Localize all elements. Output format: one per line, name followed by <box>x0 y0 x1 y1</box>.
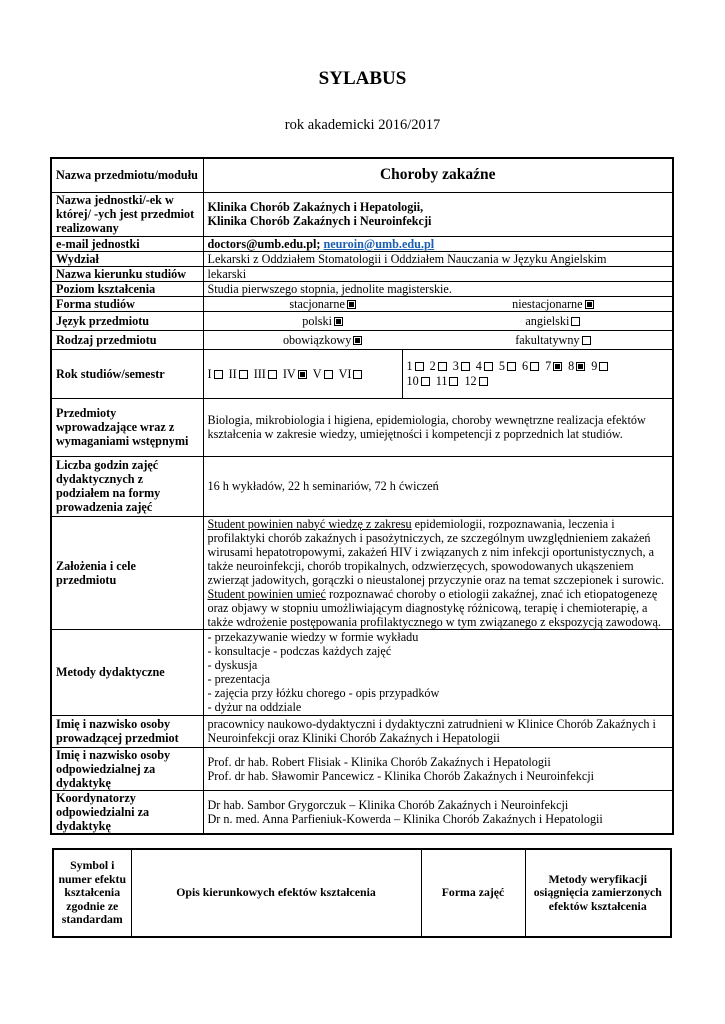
semester-option <box>407 359 424 373</box>
methods-item: - dyskusja <box>207 658 258 672</box>
row-prereq <box>51 398 673 456</box>
lecturer-label: Imię i nazwisko osoby prowadzącej przedmiot <box>51 715 203 747</box>
semester-checkbox[interactable] <box>507 362 516 371</box>
responsible-line-1: Prof. dr hab. Robert Flisiak - Klinika Chorób Zakaźnych i Hepatologii <box>207 754 551 769</box>
effects-col-form: Forma zajęć <box>421 849 525 937</box>
row-language <box>51 311 673 330</box>
hours-label: Liczba godzin zajęć dydaktycznych z podziałem na formy prowadzenia zajęć <box>51 456 203 516</box>
goals-lead-knowledge: Student powinien nabyć wiedzę z zakresu <box>207 516 412 531</box>
prereq-label: Przedmioty wprowadzające wraz z wymaganiami wstępnymi <box>51 398 203 456</box>
goals-label: Założenia i cele przedmiotu <box>51 516 203 629</box>
years-list <box>204 350 403 398</box>
row-email <box>51 236 673 251</box>
lecturer-value: pracownicy naukowo-dydaktyczni i dydaktyczni zatrudnieni w Klinice Chorób Zakaźnych i Neuroinfekcji oraz Kliniki Chorób Zakaźnych i Hepatologii <box>203 715 673 747</box>
effects-header-table <box>52 848 672 938</box>
form-opt2-label: niestacjonarne <box>512 296 583 311</box>
level-value: Studia pierwszego stopnia, jednolite magisterskie. <box>203 281 673 296</box>
year-checkbox[interactable] <box>298 370 307 379</box>
year-option <box>254 367 277 381</box>
goals-text-skills: rozpoznawać choroby o etiologii zakaźnej, znać ich etiopatogenezę oraz objawy w stopniu umożliwiającym diagnostykę różnicową, terapię i chemioterapię, a także wdrożenie postępowania profilaktycznego w tym związanego z ekspozycją zawodową. <box>207 586 661 629</box>
email-1[interactable]: doctors@umb.edu.pl; <box>207 236 321 251</box>
goals-lead-skills: Student powinien umieć <box>207 586 326 601</box>
field-value: lekarski <box>203 266 673 281</box>
semester-option <box>545 359 562 373</box>
semester-option <box>591 359 608 373</box>
semesters-list <box>402 350 672 398</box>
email-label: e-mail jednostki <box>51 236 203 251</box>
responsible-line-2: Prof. dr hab. Sławomir Pancewicz - Klinika Chorób Zakaźnych i Neuroinfekcji <box>207 768 595 783</box>
responsible-label: Imię i nazwisko osoby odpowiedzialnej za dydaktykę <box>51 747 203 790</box>
type-opt2-checkbox[interactable] <box>582 336 591 345</box>
semester-label: 8 <box>568 358 575 373</box>
semester-checkbox[interactable] <box>438 362 447 371</box>
semester-checkbox[interactable] <box>461 362 470 371</box>
year-label: V <box>312 366 322 381</box>
row-form <box>51 296 673 311</box>
row-coordinators <box>51 790 673 834</box>
prereq-value: Biologia, mikrobiologia i higiena, epidemiologia, choroby wewnętrzne realizacja efektów kształcenia w zakresie wiedzy, umiejętności i kompetencji z poprzednich lat studiów. <box>203 398 673 456</box>
semester-checkbox[interactable] <box>421 377 430 386</box>
row-lecturer <box>51 715 673 747</box>
semester-label: 5 <box>498 358 505 373</box>
form-opt1-label: stacjonarne <box>289 296 345 311</box>
semester-option <box>476 359 493 373</box>
coordinators-label: Koordynatorzy odpowiedzialni za dydaktykę <box>51 790 203 834</box>
hours-value: 16 h wykładów, 22 h seminariów, 72 h ćwiczeń <box>203 456 673 516</box>
semester-label: 11 <box>435 373 448 388</box>
row-level <box>51 281 673 296</box>
semester-checkbox[interactable] <box>449 377 458 386</box>
form-opt2-checkbox[interactable] <box>585 300 594 309</box>
responsible-value <box>203 747 673 790</box>
semester-option <box>453 359 470 373</box>
year-checkbox[interactable] <box>353 370 362 379</box>
semester-option <box>499 359 516 373</box>
methods-item: - zajęcia przy łóżku chorego - opis przypadków <box>207 686 440 700</box>
coordinators-line-1: Dr hab. Sambor Grygorczuk – Klinika Chorób Zakaźnych i Neuroinfekcji <box>207 797 569 812</box>
year-checkbox[interactable] <box>268 370 277 379</box>
goals-text-knowledge: epidemiologii, rozpoznawania, leczenia i profilaktyki chorób zakaźnych i pasożytniczych, ze szczególnym uwzględnieniem zakażeń wirusami hepatotropowymi, zakażeń HIV i związanych z nim infekcji oportunistycznych, a także neuroinfekcji, chorób tropikalnych, odzwierzęcych, spowodowanych ukąszeniem zwierząt jadowitych, gorączki o nieustalonej przyczynie oraz na temat szczepionek i surowic. <box>207 516 664 587</box>
methods-item: - konsultacje - podczas każdych zajęć <box>207 644 392 658</box>
coordinators-value <box>203 790 673 834</box>
unit-name-label: Nazwa jednostki/-ek w której/ -ych jest przedmiot realizowany <box>51 192 203 236</box>
year-checkbox[interactable] <box>214 370 223 379</box>
year-semester-subtable <box>204 350 673 398</box>
semester-label: 6 <box>521 358 529 373</box>
effects-col-description: Opis kierunkowych efektów kształcenia <box>131 849 421 937</box>
semester-option <box>464 374 487 388</box>
year-option <box>339 367 363 381</box>
semester-option <box>407 374 430 388</box>
semester-label: 3 <box>452 358 459 373</box>
year-label: VI <box>338 366 352 381</box>
page-title: SYLABUS <box>318 68 407 89</box>
methods-list <box>203 629 673 715</box>
form-opt1-checkbox[interactable] <box>347 300 356 309</box>
row-methods <box>51 629 673 715</box>
methods-label: Metody dydaktyczne <box>51 629 203 715</box>
row-responsible <box>51 747 673 790</box>
unit-name-line-2: Klinika Chorób Zakaźnych i Neuroinfekcji <box>207 214 432 228</box>
goals-value <box>203 516 673 629</box>
year-label: II <box>228 366 237 381</box>
faculty-label: Wydział <box>51 251 203 266</box>
year-label: Rok studiów/semestr <box>51 349 203 398</box>
type-opt2-label: fakultatywny <box>515 332 580 347</box>
email-2-link[interactable]: neuroin@umb.edu.pl <box>323 236 435 251</box>
effects-col-symbol: Symbol i numer efektu kształcenia zgodnie ze standardam <box>53 849 131 937</box>
semester-label: 7 <box>545 358 552 373</box>
semester-label: 9 <box>591 358 598 373</box>
language-opt1-checkbox[interactable] <box>334 317 343 326</box>
row-faculty <box>51 251 673 266</box>
year-option <box>313 367 333 381</box>
semester-label: 4 <box>475 358 482 373</box>
language-opt1-label: polski <box>302 313 333 328</box>
semester-option <box>568 359 585 373</box>
type-opt1-label: obowiązkowy <box>282 332 352 347</box>
row-subject-name <box>51 158 673 192</box>
type-opt1-checkbox[interactable] <box>353 336 362 345</box>
subject-name-value: Choroby zakaźne <box>203 158 673 192</box>
semester-checkbox[interactable] <box>530 362 539 371</box>
type-label: Rodzaj przedmiotu <box>51 330 203 349</box>
subject-name-label: Nazwa przedmiotu/modułu <box>51 158 203 192</box>
semester-checkbox[interactable] <box>576 362 585 371</box>
semester-label: 1 <box>406 358 413 373</box>
language-opt2-checkbox[interactable] <box>571 317 580 326</box>
year-semester-cell <box>203 349 673 398</box>
year-checkbox[interactable] <box>239 370 248 379</box>
semester-label: 10 <box>406 373 419 388</box>
email-value <box>203 236 673 251</box>
form-label: Forma studiów <box>51 296 203 311</box>
form-options <box>203 296 673 311</box>
year-label: IV <box>282 366 296 381</box>
semester-checkbox[interactable] <box>415 362 424 371</box>
methods-item: - prezentacja <box>207 672 271 686</box>
row-hours <box>51 456 673 516</box>
row-goals <box>51 516 673 629</box>
year-option <box>229 367 248 381</box>
semester-checkbox[interactable] <box>553 362 562 371</box>
methods-item: - dyżur na oddziale <box>207 700 302 714</box>
methods-item: - przekazywanie wiedzy w formie wykładu <box>207 630 419 644</box>
field-label: Nazwa kierunku studiów <box>51 266 203 281</box>
language-label: Język przedmiotu <box>51 311 203 330</box>
faculty-value: Lekarski z Oddziałem Stomatologii i Oddziałem Nauczania w Języku Angielskim <box>203 251 673 266</box>
semester-option <box>436 374 459 388</box>
effects-col-verification: Metody weryfikacji osiągnięcia zamierzonych efektów kształcenia <box>525 849 671 937</box>
year-option <box>283 367 307 381</box>
row-year <box>51 349 673 398</box>
coordinators-line-2: Dr n. med. Anna Parfieniuk-Kowerda – Klinika Chorób Zakaźnych i Hepatologii <box>207 811 603 826</box>
row-type <box>51 330 673 349</box>
semester-option <box>522 359 539 373</box>
syllabus-table <box>50 157 674 835</box>
type-options <box>203 330 673 349</box>
level-label: Poziom kształcenia <box>51 281 203 296</box>
unit-name-value <box>203 192 673 236</box>
semester-option <box>430 359 447 373</box>
semester-checkbox[interactable] <box>599 362 608 371</box>
language-options <box>203 311 673 330</box>
row-unit-name <box>51 192 673 236</box>
semester-checkbox[interactable] <box>479 377 488 386</box>
year-option <box>208 367 223 381</box>
year-label: III <box>253 366 266 381</box>
year-checkbox[interactable] <box>324 370 333 379</box>
row-field <box>51 266 673 281</box>
unit-name-line-1: Klinika Chorób Zakaźnych i Hepatologii, <box>207 200 424 214</box>
semester-label: 12 <box>464 373 477 388</box>
academic-year: rok akademicki 2016/2017 <box>284 117 441 133</box>
language-opt2-label: angielski <box>525 313 570 328</box>
semester-checkbox[interactable] <box>484 362 493 371</box>
semester-label: 2 <box>429 358 436 373</box>
year-label: I <box>207 366 212 381</box>
